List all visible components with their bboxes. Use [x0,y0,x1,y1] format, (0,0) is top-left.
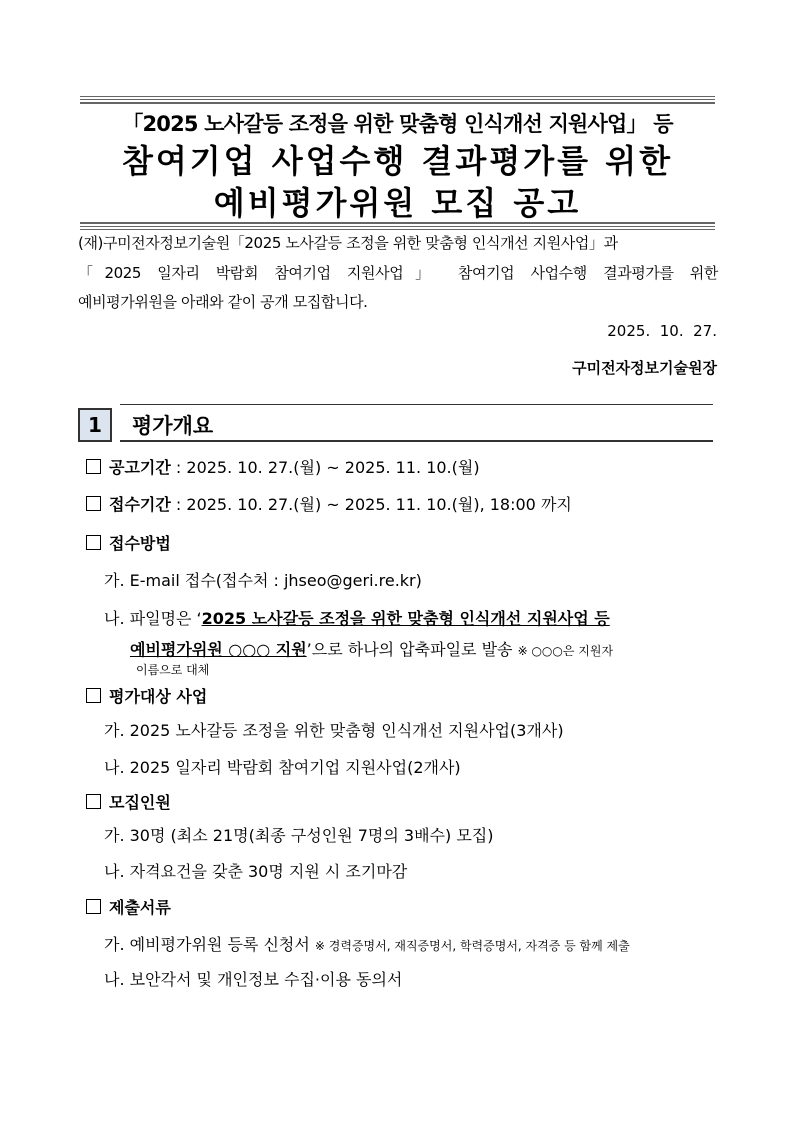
section-rule-bottom [120,440,713,442]
file-name-prefix: 나. 파일명은 ‘ [104,609,202,628]
target-heading [86,684,207,707]
intro-line-2: 「2025 일자리 박람회 참여기업 지원사업」 참여기업 사업수행 결과평가를 위한 [78,264,718,282]
receipt-method-item-b-line2 [130,637,613,660]
receipt-method-heading [86,531,171,554]
checkbox-square-icon [86,688,101,703]
section-title: 평가개요 [132,414,214,438]
notice-period-label: 공고기간 [109,458,171,477]
organization-name: 구미전자정보기술원장 [572,359,717,377]
documents-item-a-note: ※ 경력증명서, 재직증명서, 학력증명서, 자격증 등 함께 제출 [314,939,630,953]
documents-item-b: 나. 보안각서 및 개인정보 수집·이용 동의서 [104,970,403,989]
intro-line-1: (재)구미전자정보기술원「2025 노사갈등 조정을 위한 맞춤형 인식개선 지원사업」과 [78,234,618,252]
file-name-note-1: ※ ○○○은 지원자 [517,644,614,658]
receipt-period-row [86,492,572,515]
file-name-bold-1: 2025 노사갈등 조정을 위한 맞춤형 인식개선 지원사업 등 [201,609,610,628]
announcement-date: 2025. 10. 27. [607,322,717,340]
receipt-period-label: 접수기간 [109,495,171,514]
title-line-1: 「2025 노사갈등 조정을 위한 맞춤형 인식개선 지원사업」 등 [122,112,673,136]
checkbox-square-icon [86,459,101,474]
receipt-method-item-b-line1 [104,606,610,629]
target-item-b: 나. 2025 일자리 박람회 참여기업 지원사업(2개사) [104,758,461,777]
title-line-2: 참여기업 사업수행 결과평가를 위한 [121,142,674,180]
recruit-item-b: 나. 자격요건을 갖춘 30명 지원 시 조기마감 [104,862,408,881]
file-name-bold-2: 예비평가위원 ○○○ 지원 [130,640,307,659]
file-name-suffix: ’으로 하나의 압축파일로 발송 [306,640,518,659]
checkbox-square-icon [86,899,101,914]
title-box [80,96,715,230]
intro-line-3: 예비평가위원을 아래와 같이 공개 모집합니다. [78,293,368,311]
section-rule-top [120,404,713,405]
documents-heading [86,895,171,918]
notice-period-value: : 2025. 10. 27.(월) ~ 2025. 11. 10.(월) [170,458,480,477]
documents-label: 제출서류 [109,898,171,917]
section-number: 1 [78,408,112,442]
documents-item-a-text: 가. 예비평가위원 등록 신청서 [104,935,315,954]
file-name-note-2: 이름으로 대체 [136,663,210,677]
target-label: 평가대상 사업 [109,687,208,706]
receipt-method-label: 접수방법 [109,534,171,553]
target-item-a: 가. 2025 노사갈등 조정을 위한 맞춤형 인식개선 지원사업(3개사) [104,721,564,740]
receipt-period-value: : 2025. 10. 27.(월) ~ 2025. 11. 10.(월), 18:00 까지 [170,495,572,514]
title-line-3: 예비평가위원 모집 공고 [213,184,582,222]
checkbox-square-icon [86,794,101,809]
documents-item-a [104,932,630,955]
recruit-label: 모집인원 [109,793,171,812]
recruit-heading [86,790,171,813]
recruit-item-a: 가. 30명 (최소 21명(최종 구성인원 7명의 3배수) 모집) [104,826,494,845]
receipt-method-item-a: 가. E-mail 접수(접수처 : jhseo@geri.re.kr) [104,571,422,590]
checkbox-square-icon [86,496,101,511]
checkbox-square-icon [86,535,101,550]
notice-period-row [86,455,480,478]
